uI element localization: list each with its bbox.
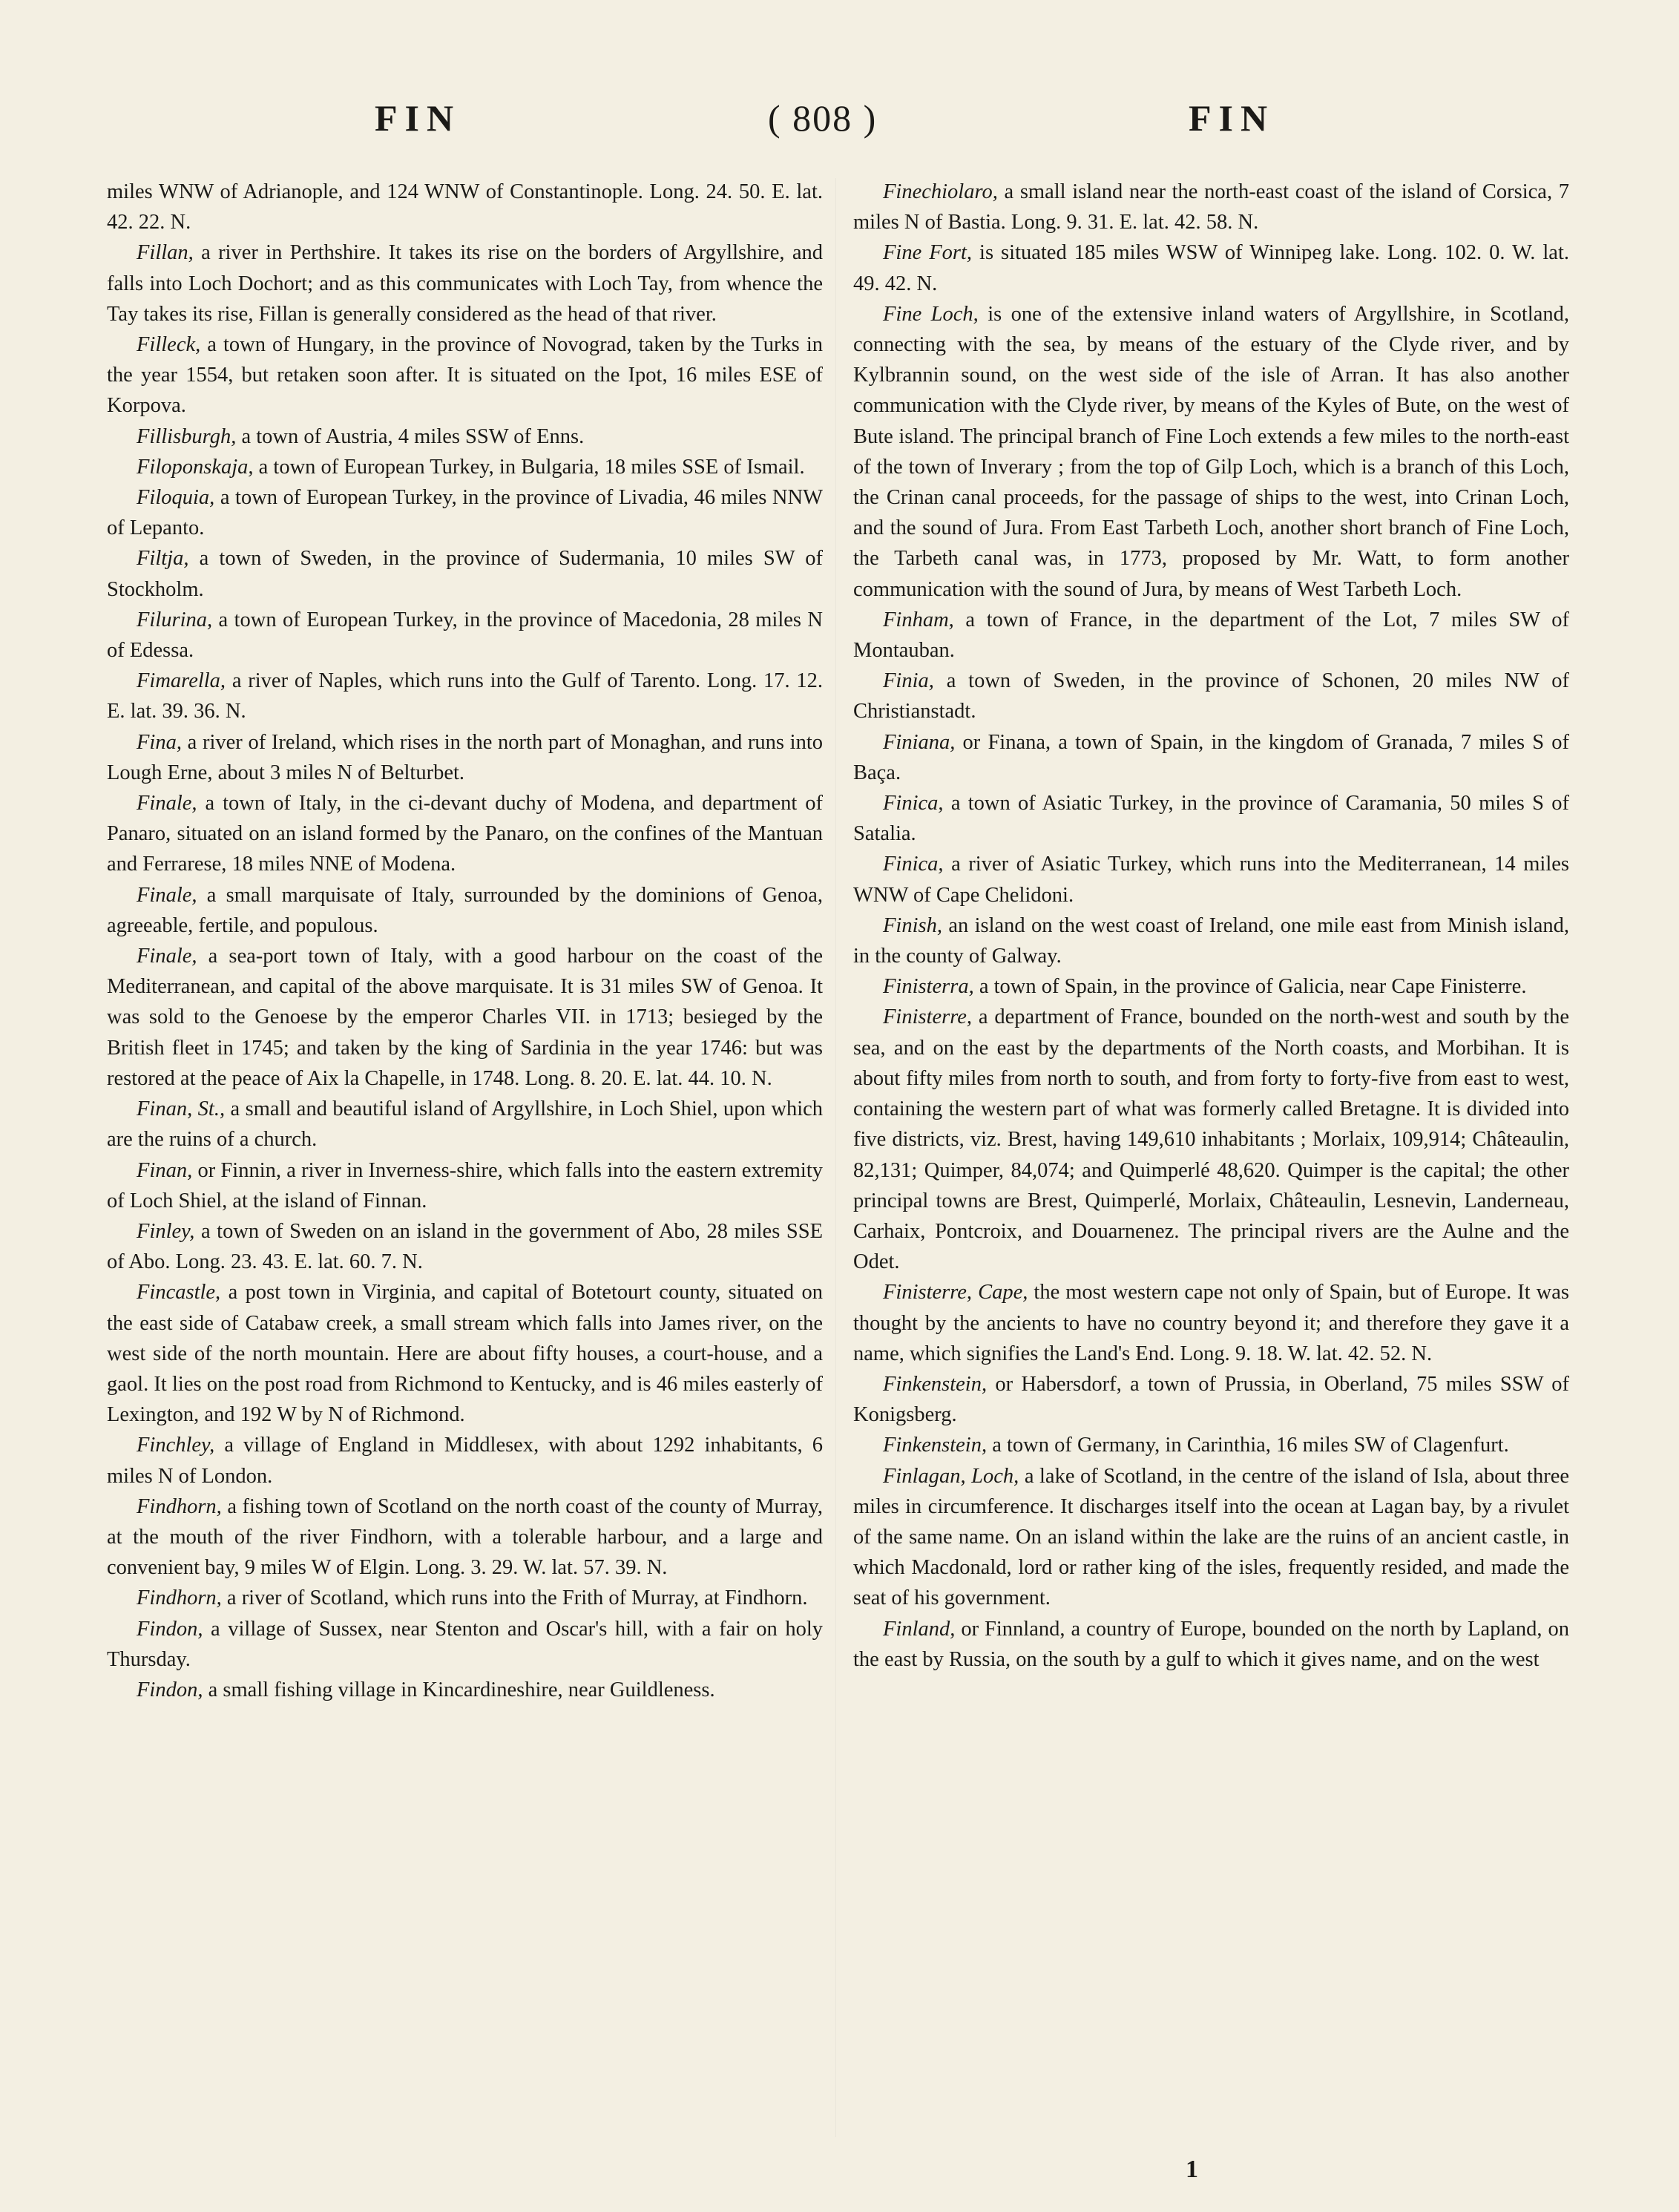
dictionary-entry bbox=[853, 910, 1569, 971]
entry-headword: Fincastle, bbox=[137, 1281, 221, 1304]
dictionary-entry bbox=[853, 1277, 1569, 1369]
entry-headword: Finisterra, bbox=[883, 975, 974, 999]
entry-headword: Finish, bbox=[883, 913, 942, 937]
left-column bbox=[107, 177, 823, 1705]
entry-text: a river in Perthshire. It takes its rise on the borders of Argyllshire, and falls into Loch Dochort; and as this communicates with Loch Tay, from whence the Tay takes its rise, Fillan is generally considered as the head of that river. bbox=[107, 241, 823, 326]
entry-text: a fishing town of Scotland on the north coast of the county of Murray, at the mouth of the river Findhorn, with a tolerable harbour, and a large and convenient bay, 9 miles W of Elgin. Long. 3. 29. W. lat. 57. 39. N. bbox=[107, 1494, 823, 1580]
dictionary-entry bbox=[107, 727, 823, 788]
entry-headword: Findon, bbox=[137, 1617, 203, 1641]
entry-headword: Finale, bbox=[137, 945, 197, 968]
dictionary-entry bbox=[107, 1430, 823, 1491]
entry-headword: Finkenstein, bbox=[883, 1434, 988, 1457]
dictionary-entry bbox=[107, 1094, 823, 1155]
entry-headword: Finlagan, Loch, bbox=[883, 1464, 1019, 1488]
dictionary-entry bbox=[853, 605, 1569, 666]
dictionary-entry bbox=[107, 237, 823, 329]
dictionary-entry bbox=[853, 1002, 1569, 1277]
entry-headword: Finan, St., bbox=[137, 1097, 226, 1121]
dictionary-entry bbox=[107, 1155, 823, 1216]
entry-text: a town of Germany, in Carinthia, 16 miles SW of Clagenfurt. bbox=[987, 1434, 1509, 1457]
dictionary-entry bbox=[107, 605, 823, 666]
entry-headword: Finchley, bbox=[137, 1434, 215, 1457]
entry-headword: Findhorn, bbox=[137, 1586, 222, 1610]
entry-text: a town of Asiatic Turkey, in the province of Caramania, 50 miles S of Satalia. bbox=[853, 792, 1569, 846]
entry-text: a post town in Virginia, and capital of Botetourt county, situated on the east side of Catabaw creek, a small stream which falls into James river, on the west side of the north mountain. Here are about fifty houses, a court-house, and a gaol. It lies on the post road from Richmond to Kentucky, and is 46 miles easterly of Lexington, and 192 W by N of Richmond. bbox=[107, 1281, 823, 1427]
signature-mark: 1 bbox=[1186, 2156, 1198, 2183]
entry-text: a town of France, in the department of the Lot, 7 miles SW of Montauban. bbox=[853, 608, 1569, 663]
dictionary-entry bbox=[107, 543, 823, 604]
dictionary-entry bbox=[107, 421, 823, 452]
entry-headword: Finale, bbox=[137, 883, 197, 907]
entry-text: a town of Austria, 4 miles SSW of Enns. bbox=[236, 424, 585, 448]
entry-text: a town of European Turkey, in the province of Livadia, 46 miles NNW of Lepanto. bbox=[107, 486, 823, 540]
entry-headword: Finan, bbox=[137, 1158, 193, 1182]
entry-text: a river of Naples, which runs into the Gulf of Tarento. Long. 17. 12. E. lat. 39. 36. N. bbox=[107, 669, 823, 723]
entry-headword: Finland, bbox=[883, 1617, 956, 1641]
entry-headword: Fine Fort, bbox=[883, 241, 973, 265]
dictionary-entry bbox=[853, 177, 1569, 237]
dictionary-entry bbox=[107, 666, 823, 726]
entry-text: or Finnland, a country of Europe, bounded on the north by Lapland, on the east by Russia, on the south by a gulf to which it gives name, and on the west bbox=[853, 1617, 1569, 1671]
entry-headword: Finkenstein, bbox=[883, 1372, 988, 1396]
dictionary-entry bbox=[107, 1614, 823, 1675]
dictionary-entry bbox=[853, 666, 1569, 726]
dictionary-entry bbox=[853, 727, 1569, 788]
entry-headword: Filurina, bbox=[137, 608, 213, 631]
entry-headword: Finley, bbox=[137, 1219, 195, 1243]
running-header bbox=[0, 96, 1679, 163]
entry-text: a town of Spain, in the province of Galicia, near Cape Finisterre. bbox=[973, 975, 1527, 999]
entry-headword: Fina, bbox=[137, 730, 182, 754]
entry-text: a small marquisate of Italy, surrounded by the dominions of Genoa, agreeable, fertile, and populous. bbox=[107, 883, 823, 937]
entry-text: or Finana, a town of Spain, in the kingdom of Granada, 7 miles S of Baça. bbox=[853, 730, 1569, 784]
entry-text: a small and beautiful island of Argyllshire, in Loch Shiel, upon which are the ruins of a church. bbox=[107, 1097, 824, 1152]
entry-headword: Fillan, bbox=[137, 241, 194, 265]
dictionary-entry bbox=[107, 482, 823, 543]
entry-text: or Finnin, a river in Inverness-shire, which falls into the eastern extremity of Loch Shiel, at the island of Finnan. bbox=[107, 1158, 823, 1212]
entry-headword: Finham, bbox=[883, 608, 954, 631]
entry-text: or Habersdorf, a town of Prussia, in Oberland, 75 miles SSW of Konigsberg. bbox=[853, 1372, 1569, 1427]
header-right: FIN bbox=[1189, 97, 1275, 139]
entry-headword: Filtja, bbox=[137, 547, 189, 571]
dictionary-entry bbox=[107, 1583, 823, 1613]
dictionary-entry bbox=[853, 1369, 1569, 1430]
entry-text: miles WNW of Adrianople, and 124 WNW of Constantinople. Long. 24. 50. E. lat. 42. 22. N. bbox=[107, 180, 823, 234]
entry-headword: Finica, bbox=[883, 853, 944, 876]
dictionary-entry bbox=[107, 329, 823, 421]
entry-text: a river of Asiatic Turkey, which runs into the Mediterranean, 14 miles WNW of Cape Chelidoni. bbox=[853, 853, 1569, 907]
entry-text: a river of Ireland, which rises in the north part of Monaghan, and runs into Lough Erne, about 3 miles N of Belturbet. bbox=[107, 730, 823, 784]
entry-headword: Filoponskaja, bbox=[137, 455, 254, 479]
dictionary-entry bbox=[107, 1675, 823, 1705]
entry-text: a town of European Turkey, in Bulgaria, 18 miles SSE of Ismail. bbox=[253, 455, 805, 479]
dictionary-entry bbox=[853, 1614, 1569, 1675]
entry-text: a river of Scotland, which runs into the Frith of Murray, at Findhorn. bbox=[221, 1586, 808, 1610]
dictionary-entry bbox=[853, 237, 1569, 298]
entry-headword: Finica, bbox=[883, 792, 944, 815]
entry-headword: Findon, bbox=[137, 1678, 203, 1701]
entry-text: a town of Sweden on an island in the government of Abo, 28 miles SSE of Abo. Long. 23. 43. E. lat. 60. 7. N. bbox=[107, 1219, 823, 1274]
header-left: FIN bbox=[375, 97, 461, 139]
entry-text: a village of Sussex, near Stenton and Oscar's hill, with a fair on holy Thursday. bbox=[107, 1617, 823, 1671]
entry-text: a lake of Scotland, in the centre of the island of Isla, about three miles in circumference. It discharges itself into the ocean at Lagan bay, by a rivulet of the same name. On an island within the lake are the ruins of an ancient castle, in which Macdonald, lord or rather king of the isles, frequently resided, and made the seat of his government. bbox=[853, 1464, 1569, 1610]
entry-text: a town of Italy, in the ci-devant duchy of Modena, and department of Panaro, situated on an island formed by the Panaro, on the confines of the Mantuan and Ferrarese, 18 miles NNE of Modena. bbox=[107, 792, 823, 876]
entry-headword: Findhorn, bbox=[137, 1494, 222, 1518]
entry-headword: Fillisburgh, bbox=[137, 424, 237, 448]
entry-headword: Finisterre, bbox=[883, 1005, 973, 1029]
dictionary-entry bbox=[853, 299, 1569, 605]
entry-text: a town of European Turkey, in the province of Macedonia, 28 miles N of Edessa. bbox=[107, 608, 823, 663]
entry-headword: Finisterre, Cape, bbox=[883, 1281, 1028, 1304]
dictionary-entry bbox=[853, 1461, 1569, 1614]
dictionary-entry bbox=[107, 1491, 823, 1583]
entry-text: a town of Sweden, in the province of Sudermania, 10 miles SW of Stockholm. bbox=[107, 547, 823, 601]
entry-text: a town of Hungary, in the province of Novograd, taken by the Turks in the year 1554, but retaken soon after. It is situated on the Ipot, 16 miles ESE of Korpova. bbox=[107, 333, 823, 418]
entry-text: a sea-port town of Italy, with a good harbour on the coast of the Mediterranean, and capital of the above marquisate. It is 31 miles SW of Genoa. It was sold to the Genoese by the emperor Charles VII. in 1713; besieged by the British fleet in 1745; and taken by the king of Sardinia in the year 1746: but was restored at the peace of Aix la Chapelle, in 1748. Long. 8. 20. E. lat. 44. 10. N. bbox=[107, 945, 823, 1090]
entry-text: a small island near the north-east coast of the island of Corsica, 7 miles N of Bastia. Long. 9. 31. E. lat. 42. 58. N. bbox=[853, 180, 1569, 234]
dictionary-entry bbox=[853, 788, 1569, 849]
dictionary-entry bbox=[853, 971, 1569, 1002]
entry-headword: Filleck, bbox=[137, 333, 201, 357]
entry-headword: Fine Loch, bbox=[883, 302, 979, 326]
entry-text: is one of the extensive inland waters of Argyllshire, in Scotland, connecting with the sea, by means of the estuary of the Clyde river, and by Kylbrannin sound, on the west side of the isle of Arran. It has also another communication with the Clyde river, by means of the Kyles of Bute, on the west of Bute island. The principal branch of Fine Loch extends a few miles to the north-east of the town of Inverary ; from the top of Gilp Loch, which is a branch of this Loch, the Crinan canal proceeds, for the passage of ships to the west, into Crinan Loch, and the sound of Jura. From East Tarbeth Loch, another short branch of Fine Loch, the Tarbeth canal was, in 1773, proposed by Mr. Watt, to form another communication with the sound of Jura, by means of West Tarbeth Loch. bbox=[853, 302, 1569, 601]
dictionary-entry bbox=[107, 177, 823, 237]
entry-headword: Fimarella, bbox=[137, 669, 226, 693]
dictionary-entry bbox=[107, 452, 823, 482]
entry-headword: Finechiolaro, bbox=[883, 180, 998, 203]
entry-headword: Finia, bbox=[883, 669, 934, 693]
dictionary-entry bbox=[853, 849, 1569, 910]
right-column bbox=[853, 177, 1569, 1675]
page-number: ( 808 ) bbox=[768, 97, 878, 139]
dictionary-entry bbox=[107, 788, 823, 880]
dictionary-entry bbox=[107, 1277, 823, 1430]
dictionary-entry bbox=[853, 1430, 1569, 1460]
entry-text: a department of France, bounded on the north-west and south by the sea, and on the east by the departments of the North coasts, and Morbihan. It is about fifty miles from north to south, and from forty to forty-five from east to west, containing the western part of what was formerly called Bretagne. It is divided into five districts, viz. Brest, having 149,610 inhabitants ; Morlaix, 109,914; Châteaulin, 82,131; Quimper, 84,074; and Quimperlé 48,620. Quimper is the capital; the other principal towns are Brest, Quimperlé, Morlaix, Châteaulin, Lesnevin, Landerneau, Carhaix, Pontcroix, and Douarnenez. The principal rivers are the Aulne and the Odet. bbox=[853, 1005, 1569, 1274]
entry-headword: Finiana, bbox=[883, 730, 956, 754]
entry-text: the most western cape not only of Spain, but of Europe. It was thought by the ancients to have no country beyond it; and therefore they gave it a name, which signifies the Land's End. Long. 9. 18. W. lat. 42. 52. N. bbox=[853, 1281, 1569, 1365]
entry-headword: Finale, bbox=[137, 792, 197, 815]
dictionary-entry bbox=[107, 941, 823, 1094]
entry-text: an island on the west coast of Ireland, one mile east from Minish island, in the county of Galway. bbox=[853, 913, 1569, 968]
entry-text: a village of England in Middlesex, with about 1292 inhabitants, 6 miles N of London. bbox=[107, 1434, 823, 1488]
column-divider bbox=[835, 178, 836, 2137]
entry-headword: Filoquia, bbox=[137, 486, 215, 510]
entry-text: a small fishing village in Kincardineshire, near Guildleness. bbox=[203, 1678, 715, 1701]
entry-text: is situated 185 miles WSW of Winnipeg lake. Long. 102. 0. W. lat. 49. 42. N. bbox=[853, 241, 1569, 295]
dictionary-entry bbox=[107, 1216, 823, 1277]
dictionary-entry bbox=[107, 880, 823, 941]
entry-text: a town of Sweden, in the province of Schonen, 20 miles NW of Christianstadt. bbox=[853, 669, 1569, 723]
